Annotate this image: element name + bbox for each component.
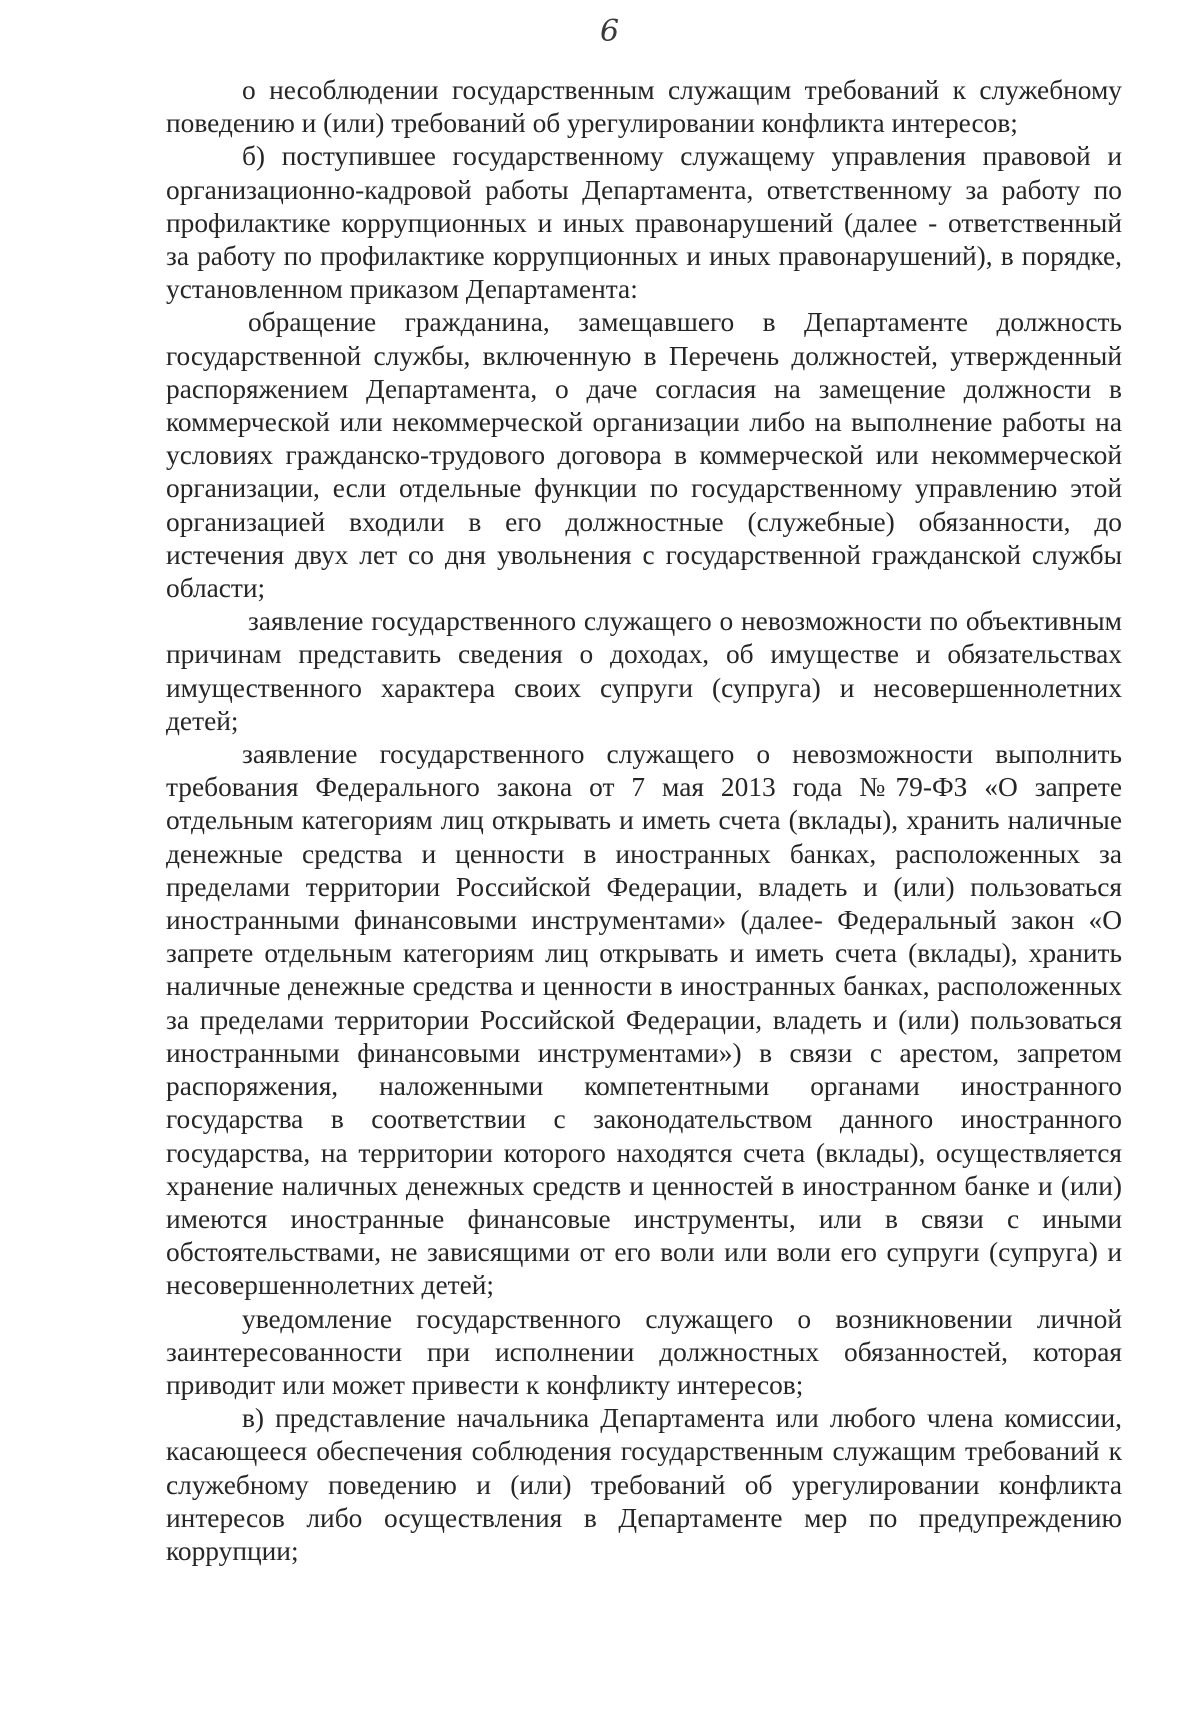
document-body [166, 74, 1122, 1568]
page-number: 6 [599, 14, 621, 49]
paragraph-conflict-of-interest: о несоблюдении государственным служащим требований к служебному поведению и (или) требований об урегулировании конфликта интересов; [166, 75, 1122, 139]
paragraph-income-statement-impossibility: заявление государственного служащего о невозможности по объективным причинам представить сведения о доходах, об имуществе и обязательствах имущественного характера своих супруги (супруга) и несовершеннолетних детей; [166, 606, 1122, 736]
paragraph-item-v: в) представление начальника Департамента или любого члена комиссии, касающееся обеспечения соблюдения государственным служащим требований к служебному поведению и (или) требований об урегулировании конфликта интересов либо осуществления в Департаменте мер по предупреждению коррупции; [166, 1403, 1122, 1566]
paragraph-citizen-appeal: обращение гражданина, замещавшего в Департаменте должность государственной службы, включенную в Перечень должностей, утвержденный распоряжением Департамента, о даче согласия на замещение должности в коммерческой или некоммерческой организации либо на выполнение работы на условиях гражданско-трудового договора в коммерческой или некоммерческой организации, если отдельные функции по государственному управлению этой организацией входили в его должностные (служебные) обязанности, до истечения двух лет со дня увольнения с государственной гражданской службы области; [166, 307, 1122, 604]
paragraph-personal-interest-notice: уведомление государственного служащего о возникновении личной заинтересованности при исполнении должностных обязанностей, которая приводит или может привести к конфликту интересов; [166, 1303, 1122, 1400]
paragraph-item-b: б) поступившее государственному служащему управления правовой и организационно-кадровой работы Департамента, ответственному за работу по профилактике коррупционных и иных правонарушений (далее - ответственный за работу по профилактике коррупционных и иных правонарушений), в порядке, установленном приказом Департамента: [166, 141, 1122, 305]
paragraph-federal-law-79: заявление государственного служащего о невозможности выполнить требования Федерального закона от 7 мая 2013 года №79-ФЗ «О запрете отдельным категориям лиц открывать и иметь счета (вклады), хранить наличные денежные средства и ценности в иностранных банках, расположенных за пределами территории Российской Федерации, владеть и (или) пользоваться иностранными финансовыми инструментами» (далее- Федеральный закон «О запрете отдельным категориям лиц открывать и иметь счета (вклады), хранить наличные денежные средства и ценности в иностранных банках, расположенных за пределами территории Российской Федерации, владеть и (или) пользоваться иностранными финансовыми инструментами») в связи с арестом, запретом распоряжения, наложенными компетентными органами иностранного государства в соответствии с законодательством данного иностранного государства, на территории которого находятся счета (вклады), осуществляется хранение наличных денежных средств и ценностей в иностранном банке и (или) имеются иностранные финансовые инструменты, или в связи с иными обстоятельствами, не зависящими от его воли или воли его супруги (супруга) и несовершеннолетних детей; [166, 739, 1122, 1301]
